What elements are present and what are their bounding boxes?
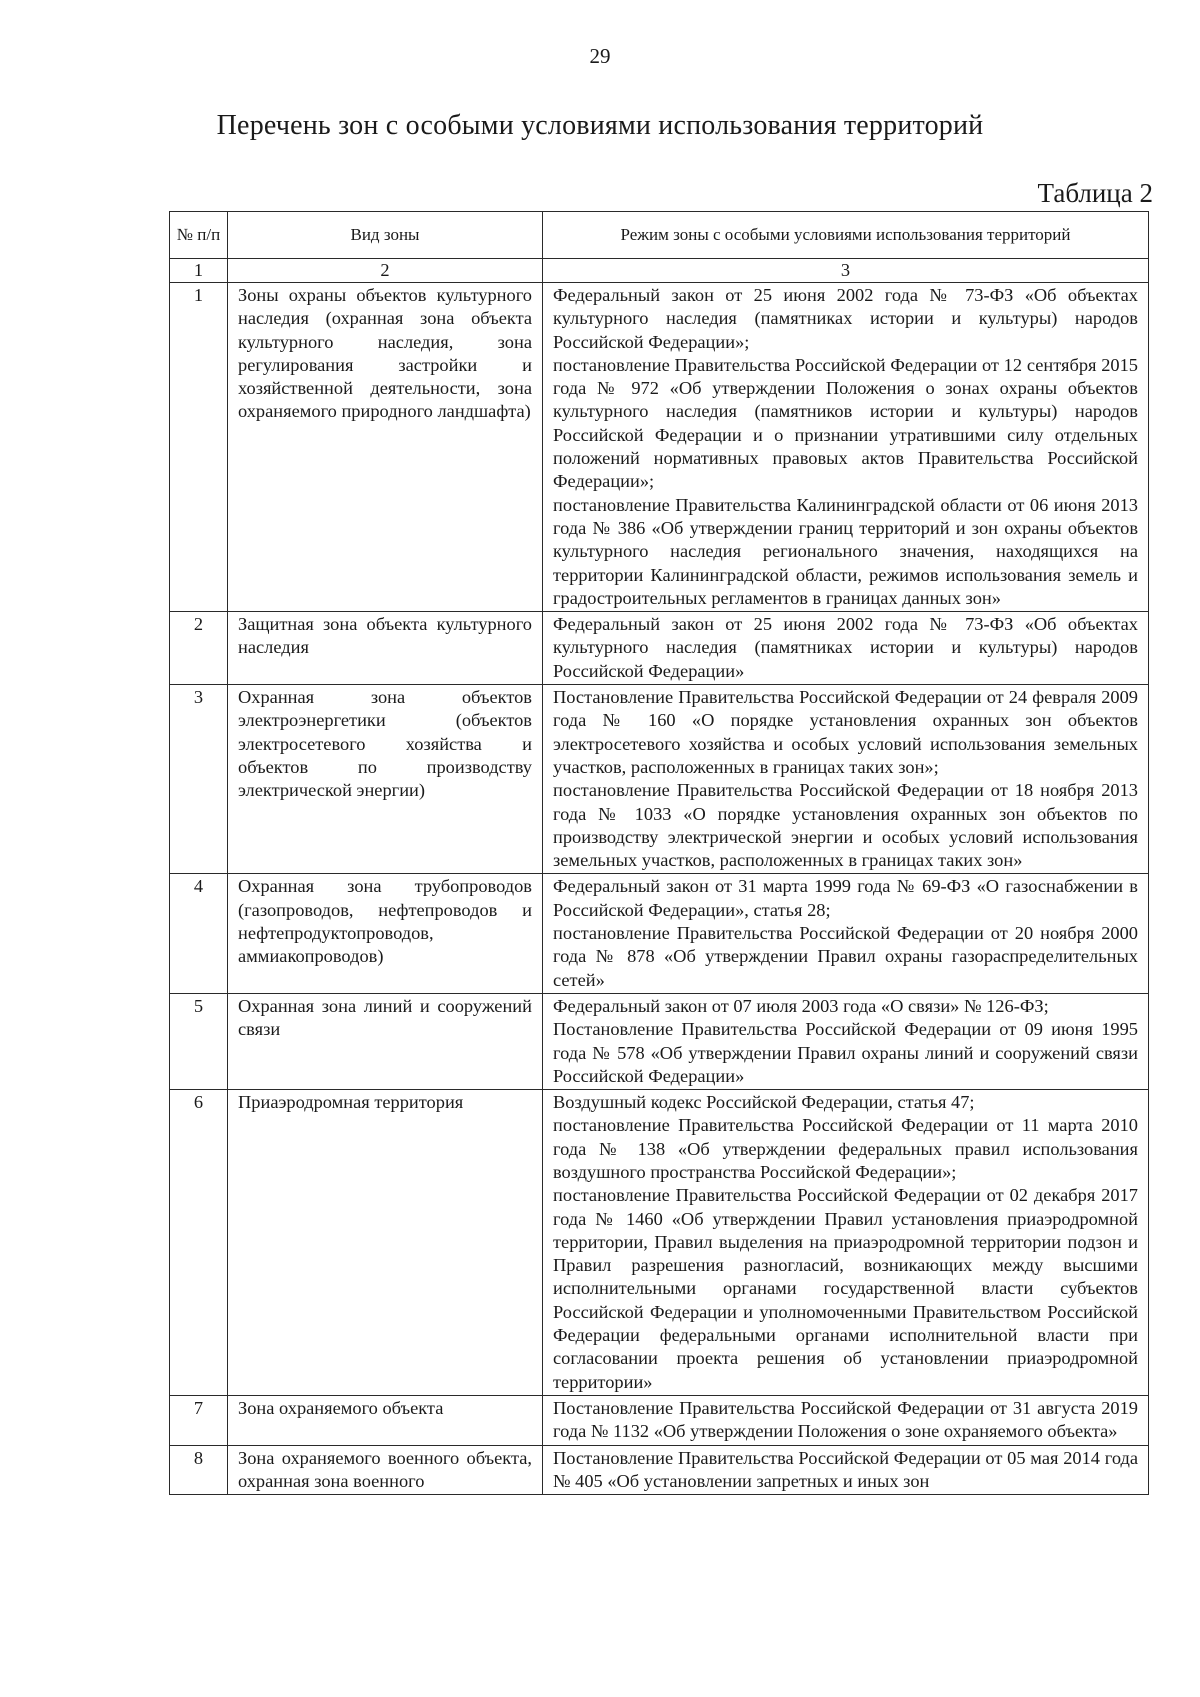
row-number: 3 bbox=[170, 685, 228, 874]
column-number: 3 bbox=[543, 259, 1149, 283]
row-number: 4 bbox=[170, 874, 228, 993]
table-row bbox=[170, 874, 1149, 993]
zone-kind: Охранная зона трубопроводов (газопроводов, нефтепроводов и нефтепродуктопроводов, аммиакопроводов) bbox=[228, 874, 543, 993]
column-number-row bbox=[170, 259, 1149, 283]
row-number: 2 bbox=[170, 612, 228, 685]
zone-kind: Охранная зона линий и сооружений связи bbox=[228, 993, 543, 1089]
table-row bbox=[170, 612, 1149, 685]
row-number: 7 bbox=[170, 1395, 228, 1445]
zones-table bbox=[169, 211, 1149, 1495]
zone-kind: Приаэродромная территория bbox=[228, 1090, 543, 1396]
regime-act: Федеральный закон от 31 марта 1999 года № 69-ФЗ «О газоснабжении в Российской Федерации», статья 28; bbox=[553, 876, 1138, 920]
regime-act: постановление Правительства Российской Федерации от 18 ноября 2013 года № 1033 «О порядке установления охранных зон объектов по производству электрической энергии и особых условий использования земельных участков, расположенных в границах таких зон» bbox=[553, 780, 1138, 871]
zone-regime bbox=[543, 993, 1149, 1089]
zone-regime bbox=[543, 1090, 1149, 1396]
header-num: № п/п bbox=[170, 212, 228, 259]
zone-regime bbox=[543, 612, 1149, 685]
zone-regime bbox=[543, 1445, 1149, 1494]
regime-act: Постановление Правительства Российской Федерации от 09 июня 1995 года № 578 «Об утверждении Правил охраны линий и сооружений связи Российской Федерации» bbox=[553, 1019, 1138, 1086]
table-label: Таблица 2 bbox=[1037, 178, 1153, 208]
zone-kind-text: Зона охраняемого военного объекта, охранная зона военного bbox=[238, 1447, 532, 1491]
regime-act: постановление Правительства Калининградской области от 06 июня 2013 года № 386 «Об утверждении границ территорий и зон охраны объектов культурного наследия регионального значения, находящихся на территории Калининградской области, режимов использования земель и градостроительных регламентов в границах данных зон» bbox=[553, 494, 1138, 608]
header-regime: Режим зоны с особыми условиями использования территорий bbox=[543, 212, 1149, 259]
row-number: 6 bbox=[170, 1090, 228, 1396]
table-header-row bbox=[170, 212, 1149, 259]
regime-act: Постановление Правительства Российской Федерации от 05 мая 2014 года № 405 «Об установлении запретных и иных зон bbox=[553, 1447, 1138, 1491]
page-number: 29 bbox=[589, 44, 611, 68]
zone-regime bbox=[543, 1395, 1149, 1445]
regime-act: Федеральный закон от 25 июня 2002 года № 73-ФЗ «Об объектах культурного наследия (памятниках истории и культуры) народов Российской Федерации» bbox=[553, 614, 1138, 681]
zone-kind bbox=[228, 1445, 543, 1494]
zone-kind: Зона охраняемого объекта bbox=[228, 1395, 543, 1445]
header-kind: Вид зоны bbox=[228, 212, 543, 259]
regime-act: постановление Правительства Российской Федерации от 02 декабря 2017 года № 1460 «Об утверждении Правил установления приаэродромной территории, Правил выделения на приаэродромной территории подзон и Правил разрешения разногласий, возникающих между высшими исполнительными органами государственной власти субъектов Российской Федерации и уполномоченными Правительством Российской Федерации федеральными органами исполнительной власти при согласовании проекта решения об установлении приаэродромной территории» bbox=[553, 1185, 1138, 1392]
regime-act: Воздушный кодекс Российской Федерации, статья 47; bbox=[553, 1092, 975, 1113]
regime-act: Постановление Правительства Российской Федерации от 24 февраля 2009 года № 160 «О порядке установления охранных зон объектов электросетевого хозяйства и особых условий использования земельных участков, расположенных в границах таких зон»; bbox=[553, 687, 1138, 777]
zone-kind: Зоны охраны объектов культурного наследия (охранная зона объекта культурного наследия, зона регулирования застройки и хозяйственной деятельности, зона охраняемого природного ландшафта) bbox=[228, 283, 543, 612]
zone-regime bbox=[543, 283, 1149, 612]
regime-act: Постановление Правительства Российской Федерации от 31 августа 2019 года № 1132 «Об утверждении Положения о зоне охраняемого объекта» bbox=[553, 1397, 1138, 1442]
zone-regime bbox=[543, 874, 1149, 993]
zone-regime bbox=[543, 685, 1149, 874]
regime-act: Федеральный закон от 07 июля 2003 года «О связи» № 126-ФЗ; bbox=[553, 995, 1049, 1016]
table-row bbox=[170, 1395, 1149, 1445]
table-row bbox=[170, 685, 1149, 874]
zone-kind: Охранная зона объектов электроэнергетики (объектов электросетевого хозяйства и объектов по производству электрической энергии) bbox=[228, 685, 543, 874]
regime-act: Федеральный закон от 25 июня 2002 года № 73-ФЗ «Об объектах культурного наследия (памятниках истории и культуры) народов Российской Федерации»; bbox=[553, 285, 1138, 352]
regime-act: постановление Правительства Российской Федерации от 11 марта 2010 года № 138 «Об утверждении федеральных правил использования воздушного пространства Российской Федерации»; bbox=[553, 1115, 1138, 1182]
regime-act: постановление Правительства Российской Федерации от 20 ноября 2000 года № 878 «Об утверждении Правил охраны газораспределительных сетей» bbox=[553, 923, 1138, 990]
row-number: 8 bbox=[170, 1445, 228, 1494]
document-title: Перечень зон с особыми условиями использования территорий bbox=[216, 110, 984, 141]
table-row bbox=[170, 283, 1149, 612]
table-row bbox=[170, 993, 1149, 1089]
table-row bbox=[170, 1090, 1149, 1396]
column-number: 1 bbox=[170, 259, 228, 283]
row-number: 5 bbox=[170, 993, 228, 1089]
regime-act: постановление Правительства Российской Федерации от 12 сентября 2015 года № 972 «Об утверждении Положения о зонах охраны объектов культурного наследия (памятников истории и культуры) народов Российской Федерации и о признании утратившими силу отдельных положений нормативных правовых актов Правительства Российской Федерации»; bbox=[553, 354, 1138, 492]
column-number: 2 bbox=[228, 259, 543, 283]
row-number: 1 bbox=[170, 283, 228, 612]
table-row bbox=[170, 1445, 1149, 1494]
zone-kind: Защитная зона объекта культурного наследия bbox=[228, 612, 543, 685]
